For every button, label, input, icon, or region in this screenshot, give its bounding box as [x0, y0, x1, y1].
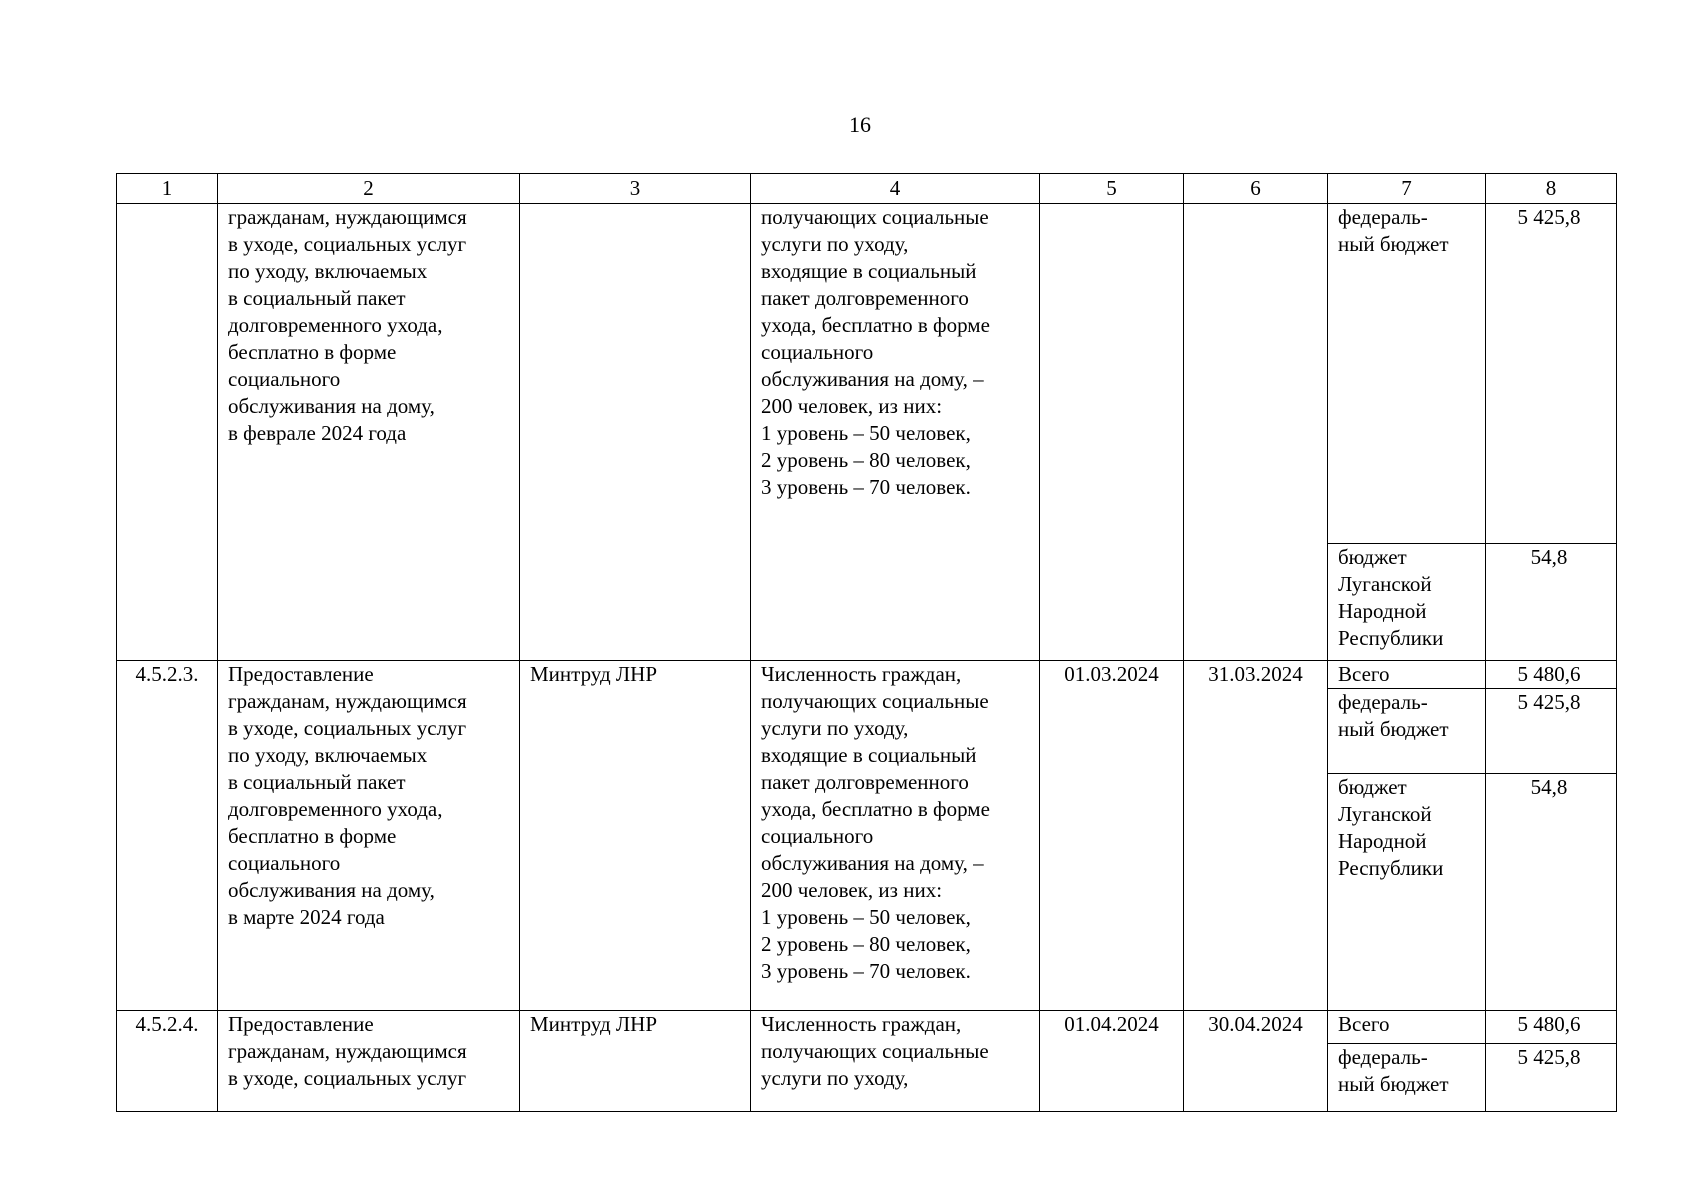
funding-source-cell: федераль- ный бюджет — [1328, 1044, 1486, 1112]
funding-amount-cell: 5 425,8 — [1486, 204, 1617, 544]
funding-amount-cell: 5 480,6 — [1486, 661, 1617, 689]
item-number-cell: 4.5.2.4. — [117, 1011, 218, 1112]
column-number-header: 3 — [520, 174, 751, 204]
funding-amount-cell: 54,8 — [1486, 544, 1617, 661]
start-date-cell: 01.04.2024 — [1040, 1011, 1184, 1112]
table-row — [117, 1011, 1617, 1044]
description-cell: Предоставление гражданам, нуждающимся в уходе, социальных услуг — [218, 1011, 520, 1112]
funding-source-cell: Всего — [1328, 661, 1486, 689]
executor-cell — [520, 204, 751, 661]
column-number-header: 4 — [751, 174, 1040, 204]
funding-source-cell: федераль- ный бюджет — [1328, 689, 1486, 774]
table-row — [117, 204, 1617, 544]
column-number-header: 6 — [1184, 174, 1328, 204]
column-number-row — [117, 174, 1617, 204]
page-number: 16 — [849, 112, 871, 137]
funding-source-cell: бюджет Луганской Народной Республики — [1328, 544, 1486, 661]
column-number-header: 1 — [117, 174, 218, 204]
start-date-cell — [1040, 204, 1184, 661]
funding-source-cell: Всего — [1328, 1011, 1486, 1044]
description-cell: Предоставление гражданам, нуждающимся в уходе, социальных услуг по уходу, включаемых в социальный пакет долговременного ухода, бесплатно в форме социального обслуживания на дому, в марте 2024 года — [218, 661, 520, 1011]
plan-table — [116, 173, 1617, 1112]
funding-source-cell: федераль- ный бюджет — [1328, 204, 1486, 544]
description-cell: гражданам, нуждающимся в уходе, социальных услуг по уходу, включаемых в социальный пакет долговременного ухода, бесплатно в форме социального обслуживания на дому, в феврале 2024 года — [218, 204, 520, 661]
column-number-header: 5 — [1040, 174, 1184, 204]
end-date-cell: 31.03.2024 — [1184, 661, 1328, 1011]
table-row — [117, 661, 1617, 689]
item-number-cell — [117, 204, 218, 661]
funding-amount-cell: 54,8 — [1486, 774, 1617, 1011]
end-date-cell — [1184, 204, 1328, 661]
executor-cell: Минтруд ЛНР — [520, 661, 751, 1011]
executor-cell: Минтруд ЛНР — [520, 1011, 751, 1112]
end-date-cell: 30.04.2024 — [1184, 1011, 1328, 1112]
item-number-cell: 4.5.2.3. — [117, 661, 218, 1011]
funding-amount-cell: 5 425,8 — [1486, 689, 1617, 774]
indicator-cell: Численность граждан, получающих социальные услуги по уходу, входящие в социальный пакет долговременного ухода, бесплатно в форме социального обслуживания на дому, – 200 человек, из них: 1 уровень – 50 человек, 2 уровень – 80 человек, 3 уровень – 70 человек. — [751, 661, 1040, 1011]
indicator-cell: получающих социальные услуги по уходу, входящие в социальный пакет долговременного ухода, бесплатно в форме социального обслуживания на дому, – 200 человек, из них: 1 уровень – 50 человек, 2 уровень – 80 человек, 3 уровень – 70 человек. — [751, 204, 1040, 661]
column-number-header: 8 — [1486, 174, 1617, 204]
funding-amount-cell: 5 480,6 — [1486, 1011, 1617, 1044]
funding-amount-cell: 5 425,8 — [1486, 1044, 1617, 1112]
start-date-cell: 01.03.2024 — [1040, 661, 1184, 1011]
funding-source-cell: бюджет Луганской Народной Республики — [1328, 774, 1486, 1011]
indicator-cell: Численность граждан, получающих социальные услуги по уходу, — [751, 1011, 1040, 1112]
column-number-header: 7 — [1328, 174, 1486, 204]
column-number-header: 2 — [218, 174, 520, 204]
